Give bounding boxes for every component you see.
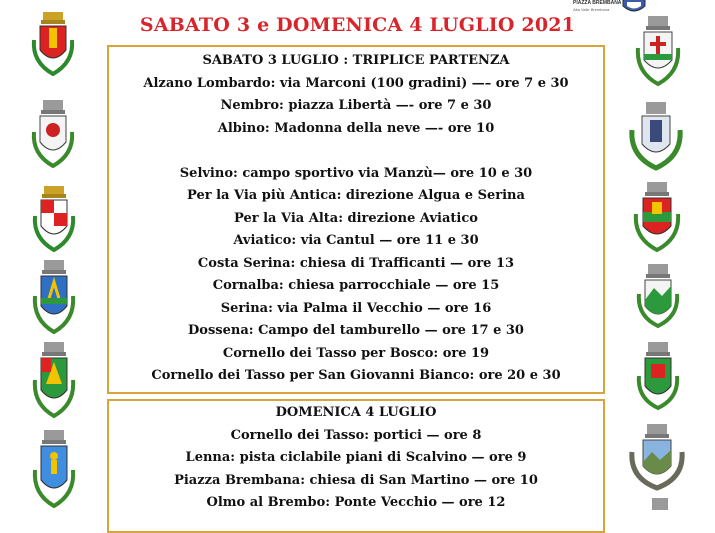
crest-mountain-icon — [634, 262, 682, 330]
saturday-header: SABATO 3 LUGLIO : TRIPLICE PARTENZA — [202, 53, 510, 68]
schedule-line: Alzano Lombardo: via Marconi (100 gradini) —– ore 7 e 30 — [143, 75, 569, 91]
crest-landscape-icon — [624, 422, 690, 492]
schedule-line: Costa Serina: chiesa di Trafficanti — ore 13 — [197, 255, 515, 271]
page-title: SABATO 3 e DOMENICA 4 LUGLIO 2021 — [139, 14, 576, 36]
logo-subtitle: Alta Valle Brembana — [573, 7, 610, 12]
schedule-line: Aviatico: via Cantul — ore 11 e 30 — [233, 233, 479, 248]
shield-icon — [621, 0, 647, 14]
crest-green-tree-icon — [30, 340, 78, 420]
schedule-line: Cornello dei Tasso per Bosco: ore 19 — [222, 345, 490, 361]
crest-red-lion-icon — [28, 96, 78, 171]
schedule-line: Nembro: piazza Libertà —- ore 7 e 30 — [220, 98, 492, 113]
saturday-schedule-box — [107, 45, 605, 394]
schedule-line: Olmo al Brembo: Ponte Vecchio — ore 12 — [206, 495, 506, 510]
schedule-line: Selvino: campo sportivo via Manzù— ore 10 e 30 — [179, 165, 533, 181]
schedule-line: Dossena: Campo del tamburello — ore 17 e 30 — [188, 323, 524, 338]
schedule-line: Cornello dei Tasso: portici — ore 8 — [230, 427, 482, 443]
logo-name: PIAZZA BREMBANA — [573, 0, 622, 6]
crest-blue-figure-icon — [30, 428, 78, 510]
crest-cross-icon — [632, 14, 684, 90]
crest-church-icon — [630, 180, 684, 254]
schedule-line: Cornello dei Tasso per San Giovanni Bianco: ore 20 e 30 — [151, 368, 561, 383]
schedule-line: Albino: Madonna della neve —- ore 10 — [217, 120, 495, 136]
crest-partial-icon — [648, 496, 672, 510]
schedule-line: Lenna: pista ciclabile piani di Scalvino — ore 9 — [185, 450, 527, 465]
crest-building-icon — [634, 340, 682, 412]
schedule-line: Serina: via Palma il Vecchio — ore 16 — [220, 300, 492, 316]
sunday-schedule-box — [107, 399, 605, 533]
crest-tower-icon — [626, 96, 686, 172]
crest-blue-a-icon — [30, 258, 78, 336]
schedule-line: Per la Via più Antica: direzione Algua e Serina — [187, 188, 525, 203]
town-logo — [571, 0, 651, 14]
sunday-header: DOMENICA 4 LUGLIO — [275, 405, 437, 420]
schedule-line: Per la Via Alta: direzione Aviatico — [234, 210, 478, 226]
crest-checkered-icon — [30, 182, 78, 254]
schedule-line: Cornalba: chiesa parrocchiale — ore 15 — [212, 278, 500, 293]
crest-red-yellow-icon — [28, 10, 78, 80]
schedule-line: Piazza Brembana: chiesa di San Martino — ore 10 — [174, 472, 538, 488]
